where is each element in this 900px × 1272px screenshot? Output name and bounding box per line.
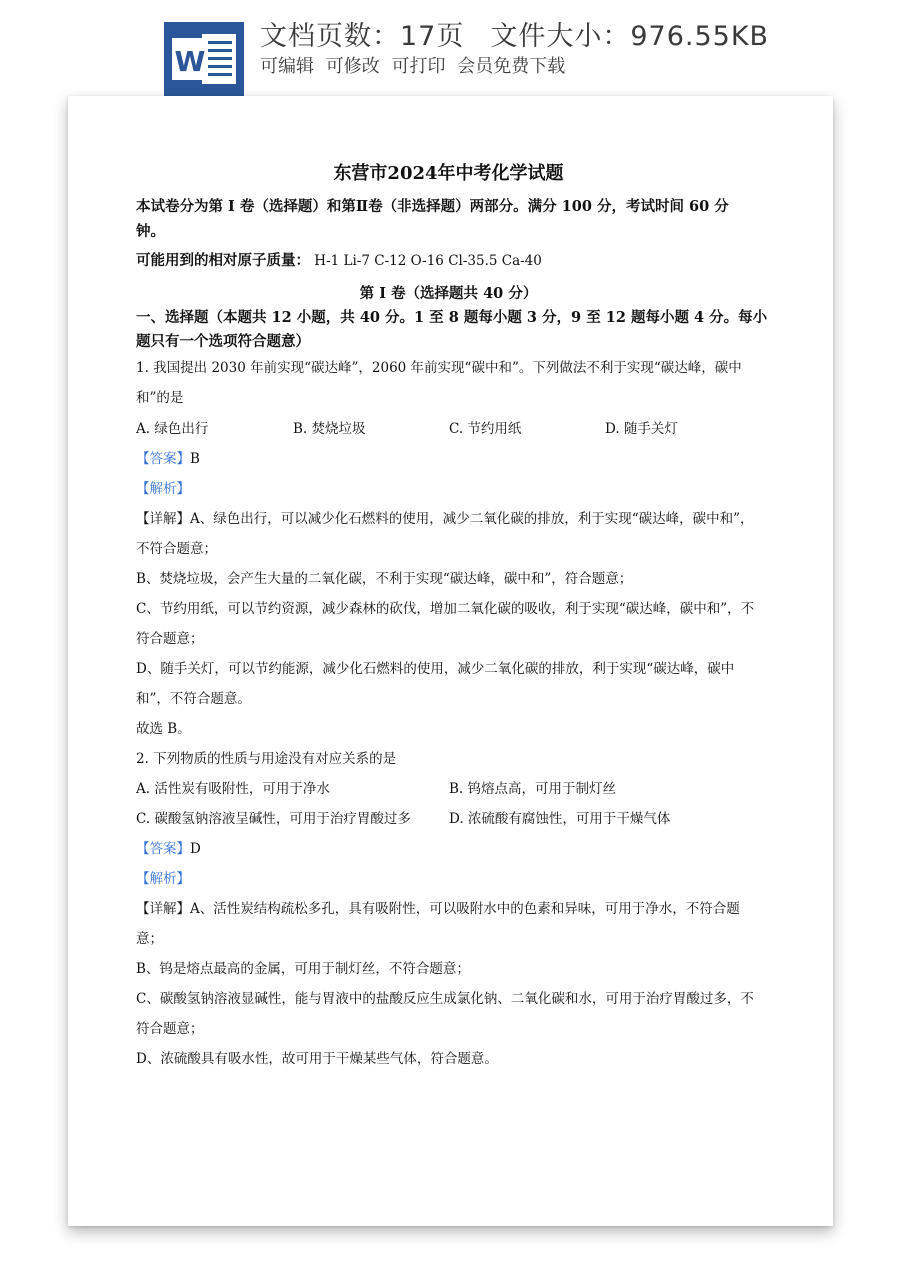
q2-option-b: B. 钨熔点高，可用于制灯丝 bbox=[449, 781, 617, 797]
feature-list bbox=[260, 54, 571, 80]
detail-tag: 【详解】 bbox=[136, 511, 190, 527]
feature-printable: 可打印 bbox=[391, 56, 446, 77]
q1-detail-4: C、节约用纸，可以节约资源，减少森林的砍伐，增加二氧化碳的吸收，利于实现“碳达峰，碳中和”，不 bbox=[136, 601, 755, 617]
q2-detail-2: 意； bbox=[136, 931, 163, 947]
atomic-mass-label: 可能用到的相对原子质量： bbox=[136, 252, 310, 269]
q1-detail-3: B、焚烧垃圾，会产生大量的二氧化碳，不利于实现“碳达峰，碳中和”，符合题意； bbox=[136, 571, 633, 587]
q1-detail-6: D、随手关灯，可以节约能源，减少化石燃料的使用，减少二氧化碳的排放，利于实现“碳达峰，碳中 bbox=[136, 661, 735, 677]
detail-text: A、活性炭结构疏松多孔，具有吸附性，可以吸附水中的色素和异味，可用于净水，不符合题 bbox=[190, 901, 740, 917]
q1-option-c: C. 节约用纸 bbox=[449, 421, 522, 437]
answer-value: B bbox=[190, 451, 200, 467]
part-heading-1: 一、选择题（本题共 12 小题，共 40 分。1 至 8 题每小题 3 分，9 至 12 题每小题 4 分。每小 bbox=[136, 309, 768, 326]
answer-value: D bbox=[190, 841, 201, 857]
intro-line-1: 本试卷分为第 I 卷（选择题）和第Ⅱ卷（非选择题）两部分。满分 100 分，考试时间 60 分 bbox=[136, 198, 729, 215]
q1-stem-1: 1. 我国提出 2030 年前实现“碳达峰”，2060 年前实现“碳中和”。下列做法不利于实现“碳达峰，碳中 bbox=[136, 360, 742, 376]
detail-text: A、绿色出行，可以减少化石燃料的使用，减少二氧化碳的排放，利于实现“碳达峰，碳中和”， bbox=[190, 511, 754, 527]
q1-option-d: D. 随手关灯 bbox=[605, 421, 678, 437]
document-page bbox=[68, 96, 833, 1226]
q1-detail-1 bbox=[136, 509, 761, 529]
feature-modifiable: 可修改 bbox=[325, 56, 380, 77]
download-banner bbox=[0, 0, 900, 96]
q1-detail-5: 符合题意； bbox=[136, 631, 204, 647]
q2-analysis-tag: 【解析】 bbox=[136, 871, 190, 887]
section-title: 第 I 卷（选择题共 40 分） bbox=[359, 285, 538, 302]
q2-detail-1 bbox=[136, 899, 761, 919]
q2-detail-4: C、碳酸氢钠溶液显碱性，能与胃液中的盐酸反应生成氯化钠、二氧化碳和水，可用于治疗胃酸过多，不 bbox=[136, 991, 754, 1007]
atomic-mass-line bbox=[136, 251, 761, 271]
q2-stem: 2. 下列物质的性质与用途没有对应关系的是 bbox=[136, 751, 397, 767]
feature-editable: 可编辑 bbox=[260, 56, 314, 77]
q1-detail-2: 不符合题意； bbox=[136, 541, 217, 557]
q2-detail-3: B、钨是熔点最高的金属，可用于制灯丝，不符合题意； bbox=[136, 961, 470, 977]
q1-conclusion: 故选 B。 bbox=[136, 721, 191, 737]
answer-tag: 【答案】 bbox=[136, 841, 190, 857]
q1-option-b: B. 焚烧垃圾 bbox=[293, 421, 366, 437]
svg-text:W: W bbox=[174, 45, 206, 78]
q1-analysis-tag: 【解析】 bbox=[136, 481, 190, 497]
q1-option-a: A. 绿色出行 bbox=[136, 421, 209, 437]
q2-answer bbox=[136, 839, 761, 859]
q1-answer bbox=[136, 449, 761, 469]
q2-detail-6: D、浓硫酸具有吸水性，故可用于干燥某些气体，符合题意。 bbox=[136, 1051, 498, 1067]
feature-member-download: 会员免费下载 bbox=[457, 56, 566, 77]
atomic-mass-values: H-1 Li-7 C-12 O-16 Cl-35.5 Ca-40 bbox=[314, 253, 542, 269]
q1-stem-2: 和”的是 bbox=[136, 390, 184, 406]
page-title: 东营市2024年中考化学试题 bbox=[333, 163, 564, 184]
q2-option-a: A. 活性炭有吸附性，可用于净水 bbox=[136, 781, 330, 797]
file-size: 文件大小：976.55KB bbox=[490, 21, 770, 52]
q2-option-d: D. 浓硫酸有腐蚀性，可用于干燥气体 bbox=[449, 811, 671, 827]
q1-detail-7: 和”，不符合题意。 bbox=[136, 691, 251, 707]
intro-line-2: 钟。 bbox=[136, 223, 165, 240]
page-count: 文档页数：17页 bbox=[260, 21, 465, 52]
detail-tag: 【详解】 bbox=[136, 901, 190, 917]
q2-option-c: C. 碳酸氢钠溶液呈碱性，可用于治疗胃酸过多 bbox=[136, 811, 411, 827]
word-document-icon bbox=[164, 22, 244, 96]
answer-tag: 【答案】 bbox=[136, 451, 190, 467]
q2-detail-5: 符合题意； bbox=[136, 1021, 204, 1037]
file-info bbox=[260, 20, 769, 54]
part-heading-2: 题只有一个选项符合题意） bbox=[136, 333, 310, 350]
